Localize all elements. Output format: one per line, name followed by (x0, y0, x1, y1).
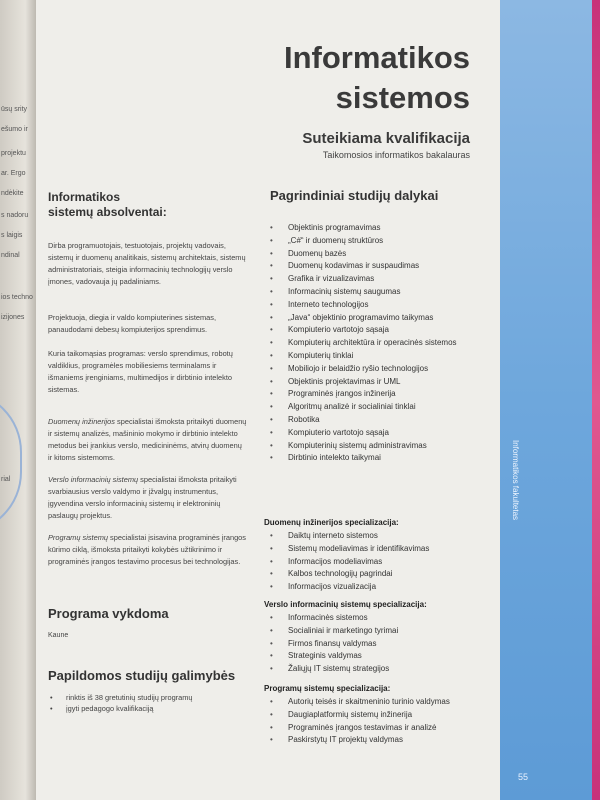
list-item: • Daiktų interneto sistemos (268, 530, 468, 543)
spec-name: Verslo informacinių sistemų (48, 475, 139, 484)
qualification-heading: Suteikiama kvalifikacija (302, 130, 470, 147)
list-item: • Algoritmų analizė ir socialiniai tinklai (268, 401, 468, 414)
subjects-list (268, 222, 468, 465)
graduates-paragraph: Projektuoja, diegia ir valdo kompiuterines sistemas, panaudodami debesų kompiuterijos sprendimus. (48, 313, 217, 334)
spec-paragraph-software (48, 532, 248, 568)
prev-fragment: ar. Ergo (1, 170, 26, 177)
extra-list (48, 692, 248, 714)
spec-text: specialistai išmoksta pritaikyti svarbiausius verslo valdymo ir įžvalgų instrumentus, įgyvendina verslo informacinių sistemų ir elektroninių paslaugų projektus. (48, 475, 237, 520)
list-item: • Informacinės sistemos (268, 612, 468, 625)
list-item: • įgyti pedagogo kvalifikaciją (48, 703, 248, 714)
list-item: • Kompiuterio vartotojo sąsaja (268, 324, 468, 337)
list-item: • rinktis iš 38 gretutinių studijų programų (48, 692, 248, 703)
list-item: • „C#“ ir duomenų struktūros (268, 235, 468, 248)
prev-fragment: ndėkite (1, 190, 24, 197)
list-item: • Programinės įrangos inžinerija (268, 388, 468, 401)
list-item: • Interneto technologijos (268, 299, 468, 312)
spec-text: specialistai išmoksta pritaikyti duomenų ir sistemų analizės, mašininio mokymo ir dirbtinio intelekto metodus bei įrankius verslo, medicininėms, atvirų duomenų ir kitoms sistemoms. (48, 417, 247, 462)
spec-name: Programų sistemų (48, 533, 108, 542)
list-item: • Dirbtinio intelekto taikymai (268, 452, 468, 465)
qualification-degree: Taikomosios informatikos bakalauras (322, 150, 470, 160)
program-heading: Programa vykdoma (48, 606, 169, 621)
list-item: • Sistemų modeliavimas ir identifikavimas (268, 543, 468, 556)
prev-fragment: projektu (1, 150, 26, 157)
list-item: • Mobiliojo ir belaidžio ryšio technologijos (268, 363, 468, 376)
decorative-arc (0, 390, 22, 534)
prev-fragment: s laigis (1, 232, 23, 239)
list-item: • Duomenų bazės (268, 248, 468, 261)
list-item: • Kompiuterinių sistemų administravimas (268, 440, 468, 453)
list-item: • Objektinis programavimas (268, 222, 468, 235)
prev-fragment: s nadoru (1, 212, 29, 219)
list-item: • Paskirstytų IT projektų valdymas (268, 734, 468, 747)
prev-fragment: ios techno (1, 294, 33, 301)
list-item: • Duomenų kodavimas ir suspaudimas (268, 260, 468, 273)
graduates-heading-line-2: sistemų absolventai: (48, 205, 167, 219)
spec-heading-software: Programų sistemų specializacija: (264, 684, 391, 693)
prev-fragment: izijones (1, 314, 25, 321)
prev-fragment: ešumo ir (1, 126, 28, 133)
list-item: • Informacijos vizualizacija (268, 581, 468, 594)
list-item: • Firmos finansų valdymas (268, 638, 468, 651)
list-item: • Kompiuterio vartotojo sąsaja (268, 427, 468, 440)
list-item: • Objektinis projektavimas ir UML (268, 376, 468, 389)
spec-paragraph-business (48, 474, 248, 522)
graduates-paragraph: Kuria taikomąsias programas: verslo sprendimus, robotų valdiklius, programėles mobiliesiems terminalams ir išmaniems įrenginiams, multimedijos ir dirbtinio intelekto sistemas. (48, 349, 233, 394)
list-item: • Strateginis valdymas (268, 650, 468, 663)
page-title-line-2: sistemos (335, 80, 470, 115)
list-item: • Autorių teisės ir skaitmeninio turinio valdymas (268, 696, 468, 709)
program-city: Kaune (48, 632, 69, 639)
faculty-sidebar (500, 0, 592, 800)
prev-fragment: rial (1, 476, 11, 483)
extra-heading: Papildomos studijų galimybės (48, 668, 236, 683)
previous-page-edge (0, 0, 36, 800)
subjects-heading: Pagrindiniai studijų dalykai (270, 188, 439, 203)
page-number: 55 (518, 772, 529, 782)
sidebar-label (511, 440, 520, 456)
page-edge-stripe (592, 0, 600, 800)
page-title-line-1: Informatikos (283, 40, 470, 75)
list-item: • „Java“ objektinio programavimo taikymas (268, 312, 468, 325)
list-item: • Kompiuterių architektūra ir operacinės sistemos (268, 337, 468, 350)
list-item: • Informacijos modeliavimas (268, 556, 468, 569)
graduates-heading-line-1: Informatikos (48, 190, 121, 204)
list-item: • Programinės įrangos testavimas ir analizė (268, 722, 468, 735)
list-item: • Kalbos technologijų pagrindai (268, 568, 468, 581)
spec-heading-data: Duomenų inžinerijos specializacija: (264, 518, 399, 527)
list-item: • Informacinių sistemų saugumas (268, 286, 468, 299)
list-item: • Daugiaplatformių sistemų inžinerija (268, 709, 468, 722)
spec-list-data (268, 530, 468, 594)
spec-list-business (268, 612, 468, 676)
list-item: • Kompiuterių tinklai (268, 350, 468, 363)
prev-fragment: ūsų srity (1, 106, 28, 113)
list-item: • Socialiniai ir marketingo tyrimai (268, 625, 468, 638)
spec-heading-business: Verslo informacinių sistemų specializacija: (264, 600, 427, 609)
prev-fragment: ndinal (1, 252, 20, 259)
list-item: • Robotika (268, 414, 468, 427)
spec-list-software (268, 696, 468, 747)
spec-text: specialistai įsisavina programinės įrangos kūrimo ciklą, išmoksta pritaikyti kokybės užtikrinimo ir programinės įrangos testavimo procesus bei technologijas. (48, 533, 246, 566)
spec-name: Duomenų inžinerijos (48, 417, 115, 426)
spec-paragraph-data (48, 416, 248, 464)
list-item: • Grafika ir vizualizavimas (268, 273, 468, 286)
list-item: • Žaliųjų IT sistemų strategijos (268, 663, 468, 676)
graduates-paragraph: Dirba programuotojais, testuotojais, projektų vadovais, sistemų ir duomenų analitikais, sistemų architektais, sistemų administratoriais, steigia informacinių technologijų verslo įmones, vadovauja jų padaliniams. (48, 241, 246, 286)
